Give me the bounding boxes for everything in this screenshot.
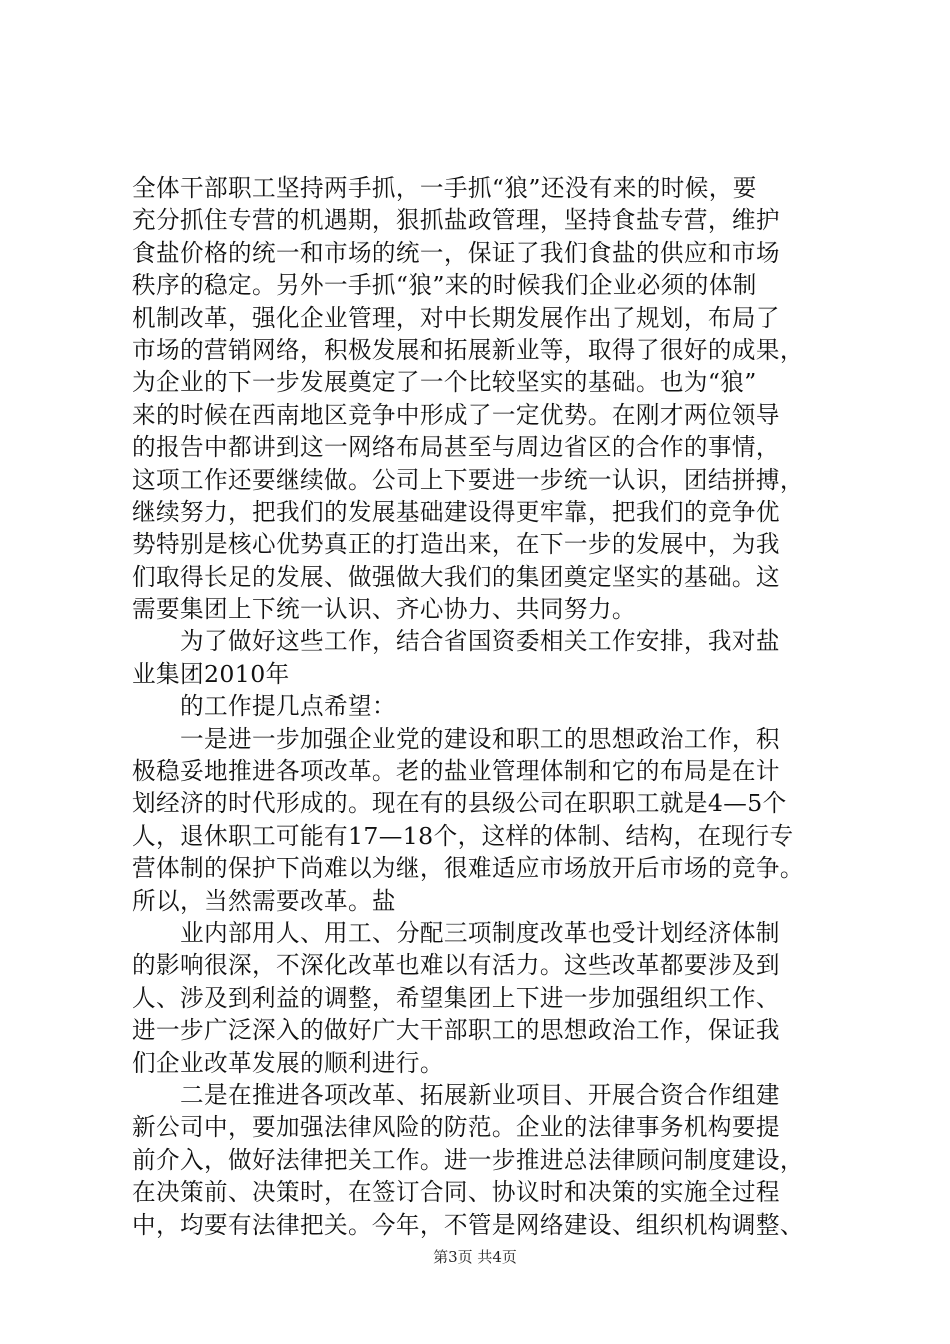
text-line: 们取得长足的发展、做强做大我们的集团奠定坚实的基础。这 — [132, 562, 780, 591]
text-line: 业集团2010年 — [132, 659, 290, 688]
text-line: 食盐价格的统一和市场的统一，保证了我们食盐的供应和市场 — [132, 238, 780, 267]
text-line: 全体干部职工坚持两手抓，一手抓“狼”还没有来的时候，要 — [132, 174, 757, 202]
text-line: 进一步广泛深入的做好广大干部职工的思想政治工作，保证我 — [132, 1016, 780, 1045]
text-line: 为企业的下一步发展奠定了一个比较坚实的基础。也为“狼” — [132, 368, 757, 397]
text-line: 秩序的稳定。另外一手抓“狼”来的时候我们企业必须的体制 — [132, 271, 757, 300]
text-line: 营体制的保护下尚难以为继，很难适应市场放开后市场的竞争。 — [132, 854, 804, 883]
text-line: 一是进一步加强企业党的建设和职工的思想政治工作，积 — [180, 724, 780, 753]
document-body — [132, 172, 852, 1241]
text-line: 的工作提几点希望： — [180, 692, 396, 721]
text-line: 前介入，做好法律把关工作。进一步推进总法律顾问制度建设， — [132, 1145, 804, 1174]
text-line: 业内部用人、用工、分配三项制度改革也受计划经济体制 — [180, 918, 780, 947]
text-line: 继续努力，把我们的发展基础建设得更牢靠，把我们的竞争优 — [132, 497, 780, 526]
text-line: 在决策前、决策时，在签订合同、协议时和决策的实施全过程 — [132, 1178, 780, 1207]
text-line: 所以，当然需要改革。盐 — [132, 886, 396, 915]
text-line: 极稳妥地推进各项改革。老的盐业管理体制和它的布局是在计 — [132, 757, 780, 786]
text-line: 来的时候在西南地区竞争中形成了一定优势。在刚才两位领导 — [132, 400, 780, 429]
text-line: 二是在推进各项改革、拓展新业项目、开展合资合作组建 — [180, 1080, 780, 1109]
text-line: 为了做好这些工作，结合省国资委相关工作安排，我对盐 — [180, 627, 780, 656]
text-line: 们企业改革发展的顺利进行。 — [132, 1048, 444, 1077]
text-line: 势特别是核心优势真正的打造出来，在下一步的发展中，为我 — [132, 530, 780, 559]
text-line: 人，退休职工可能有17—18个，这样的体制、结构，在现行专 — [132, 821, 794, 850]
text-line: 划经济的时代形成的。现在有的县级公司在职职工就是4—5个 — [132, 789, 787, 818]
text-line: 新公司中，要加强法律风险的防范。企业的法律事务机构要提 — [132, 1113, 780, 1142]
text-line: 这项工作还要继续做。公司上下要进一步统一认识，团结拼搏， — [132, 465, 804, 494]
text-line: 需要集团上下统一认识、齐心协力、共同努力。 — [132, 595, 636, 624]
page-footer: 第3页 共4页 — [433, 1248, 517, 1266]
text-line: 充分抓住专营的机遇期，狠抓盐政管理，坚持食盐专营，维护 — [132, 206, 780, 235]
text-line: 的影响很深，不深化改革也难以有活力。这些改革都要涉及到 — [132, 951, 780, 980]
text-line: 机制改革，强化企业管理，对中长期发展作出了规划，布局了 — [132, 303, 780, 332]
text-line: 中，均要有法律把关。今年，不管是网络建设、组织机构调整、 — [132, 1210, 804, 1239]
text-line: 人、涉及到利益的调整，希望集团上下进一步加强组织工作、 — [132, 983, 780, 1012]
text-line: 市场的营销网络，积极发展和拓展新业等，取得了很好的成果， — [132, 335, 804, 364]
text-line: 的报告中都讲到这一网络布局甚至与周边省区的合作的事情， — [132, 433, 780, 462]
